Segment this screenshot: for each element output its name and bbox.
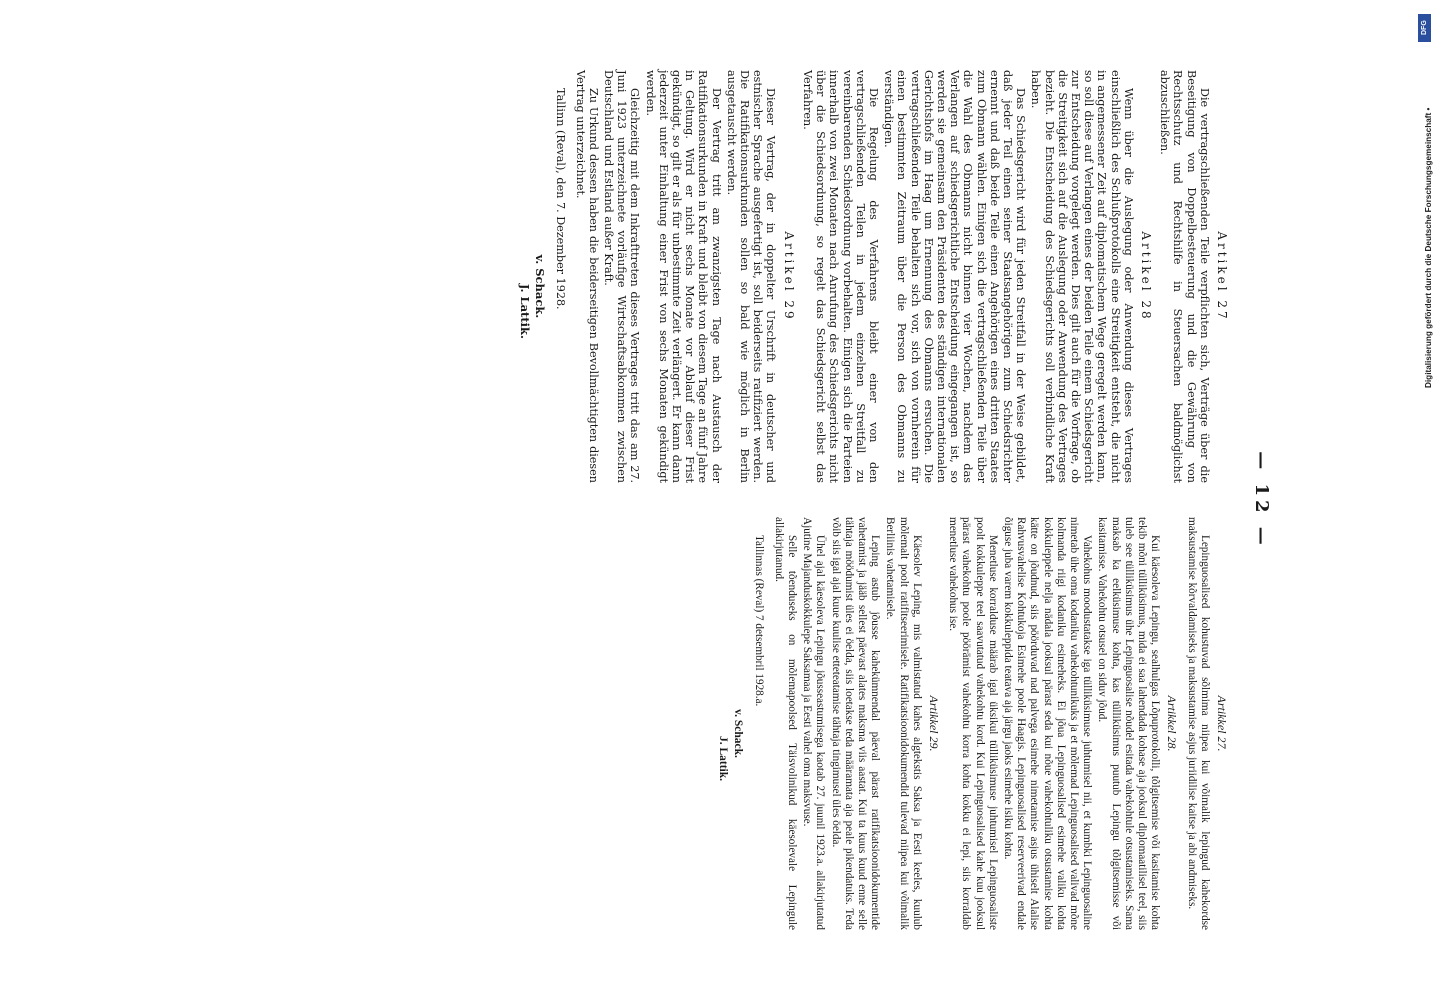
place-date-de: Tallinn (Reval), den 7. Dezember 1928.: [554, 88, 568, 310]
article-27-heading-de: Artikel 27: [1215, 231, 1229, 322]
signature-schack-de: v. Schack.: [533, 254, 548, 319]
article-28-heading-et: Artikkel 28.: [1165, 695, 1180, 752]
article-29-paragraph-1-et: Käesolev Leping, mis valmistatud kahes algtekstis Saksa ja Eesti keeles, kuulub mõlemalt poolt ratifitseerimisele. Ratifikatsioonidokumendid tulevad niipea kui võimalik Berliinis vahetamisele.: [884, 517, 923, 930]
article-28-heading-de: Artikel 28: [1138, 231, 1153, 322]
signature-schack-et: v. Schack.: [732, 709, 745, 758]
german-column: [162, 70, 1234, 483]
two-column-layout: [162, 70, 1234, 930]
signature-lattik-et: J. Lattik.: [717, 735, 730, 782]
article-28-paragraph-1-de: Wenn über die Auslegung oder Anwendung dieses Vertrages einschließlich des Schlußprotokolls eine Streitigkeit entsteht, die nicht in angemessener Zeit auf diplomatischem Wege geregelt werden kann, so soll diese auf Verlangen eines der beiden Teile einem Schiedsgericht zur Entscheidung vorgelegt werden. Dies gilt auch für die Vorfrage, ob die Streitigkeit sich auf die Auslegung oder Anwendung des Vertrages bezieht. Die Entscheidung des Schiedsgerichts soll verbindliche Kraft haben.: [1029, 70, 1135, 483]
closing-paragraph-de: Zu Urkund dessen haben die beiderseitigen Bevollmächtigten diesen Vertrag unterzeichnet.: [573, 70, 600, 483]
estonian-column: [162, 517, 1234, 930]
article-29-paragraph-3-de: Gleichzeitig mit dem Inkrafttreten dieses Vertrages tritt das am 27. Juni 1923 unterzeichnete vorläufige Wirtschaftsabkommen zwischen Deutschland und Estland außer Kraft.: [602, 70, 642, 483]
article-28-paragraph-3-de: Die Regelung des Verfahrens bleibt einer von den vertragschließenden Teilen in jedem einzelnen Streitfall zu vereinbarenden Schiedsordnung vorbehalten. Einigen sich die Parteien innerhalb von zwei Monaten nach Anrufung des Schiedsgerichts nicht über die Schiedsordnung, so regelt das Schiedsgericht selbst das Verfahren.: [800, 70, 880, 483]
dfg-logo: DFG: [1418, 14, 1431, 42]
article-28-paragraph-2-et: Vahekohus moodustatakse iga tülliküsimuse juhtumisel nii, et kumbki Lepinguosaline nimetab ühe oma kodaniku vahekohtunikuks ja et mõlemad Lepinguosalised valivad mõne kolmanda riigi kodaniku esimeheks. Ei jõua Lepinguosalised esimehe valiku kohta kokkuleppele nelja nädala jooksul pärast seda kui nõue vahekohtuliku otsustamise kohta kätte on jõudnud, siis pöörduvad nad palvega esimehe nimetamise asjus ühiselt Alalise Rahvusvahelise Kohtukoja Esimehe poole Haagis. Lepinguosalised reserveerivad endale õiguse juba varem kokkuleppida teatava aja järgu jaoks esimehe isiku kohta.: [1001, 517, 1094, 930]
article-29-heading-et: Artikkel 29.: [926, 695, 941, 752]
page-number: — 12 —: [1251, 451, 1272, 549]
article-29-paragraph-3-et: Ühel ajal käesoleva Lepingu jõusseastumisega kaotab 27. juunil 1923.a. allakirjutatud Ajutine Majanduskokkulepe Saksamaa ja Eesti vahel oma maksvuse.: [801, 517, 827, 930]
article-29-paragraph-1-de: Dieser Vertrag, der in doppelter Urschrift in deutscher und estnischer Sprache ausgefertigt ist, soll beiderseits ratifiziert werden. Die Ratifikationsurkunden sollen so bald wie möglich in Berlin ausgetauscht werden.: [724, 70, 778, 483]
article-29-heading-de: Artikel 29: [781, 231, 796, 322]
article-28-paragraph-1-et: Kui käesoleva Lepingu, sealhulgas Lõpuprotokolli, tõlgitsemise või kasitamise kohta tekib mõni tülliküsimus, mida ei saa lahendada kohase aja jooksul diplomaatilisel teel, siis tuleb see tülliküsimus ühe Lepinguosalise nõudel esitada vahekohtule otsustamiseks. Sama maksab ka eelküsimuse kohta, kas tülliküsimus puutub Lepingu tõlgitsemisse või kasitamisse. Vahekohtu otsusel on siduv jõud.: [1096, 517, 1162, 930]
digitization-credit-text: Digitalisierung gefördert durch die Deutsche Forschungsgemeinschaft •: [1424, 107, 1433, 388]
rotated-page-content: [152, 50, 1282, 950]
article-27-paragraph-et: Lepinguosalised kohustuvad sõlmima niipea kui võimalik lepingud kahekordse maksustamise kõrvaldamiseks ja maksustamise asjus juriidilise kaitse ja abi andmiseks.: [1185, 517, 1211, 930]
place-date-et: Tallinnas (Reval) 7 detsembril 1928.a.: [753, 535, 766, 707]
closing-paragraph-et: Selle tõenduseks on mõlemapoolsed Täisvolinikud käesolevale Lepingule allakirjutanud.: [772, 517, 798, 930]
digitization-margin-note: [1416, 8, 1432, 388]
article-27-paragraph-de: Die vertragschließenden Teile verpflichten sich, Verträge über die Beseitigung von Doppelbesteuerung und die Gewährung von Rechtsschutz und Rechtshilfe in Steuersachen baldmöglichst abzuschließen.: [1158, 70, 1211, 483]
article-28-paragraph-2-de: Das Schiedsgericht wird für jeden Streitfall in der Weise gebildet, daß jeder Teil einen seiner Staatsangehörigen zum Schiedsrichter ernennt und daß beide Teile einen Angehörigen eines dritten Staates zum Obmann wählen. Einigen sich die vertragschließenden Teile über die Wahl des Obmanns nicht binnen vier Wochen, nachdem das Verlangen auf schiedsgerichtliche Entscheidung eingegangen ist, so werden sie gemeinsam den Präsidenten des ständigen internationalen Gerichtshofs im Haag um Ernennung des Obmanns ersuchen. Die vertragschließenden Teile behalten sich vor, sich von vornherein für einen bestimmten Zeitraum über die Person des Obmanns zu verständigen.: [882, 70, 1028, 483]
article-28-paragraph-3-et: Menetluse korralduse määrab igal üksikul tülliküsimuse juhtumisel Lepinguosaliste poolt kokkuleppe teel saavutatud vahekohtu kord. Kui Lepinguosalised kahe kuu jooksul pärast vahekohtu poole pöörämist vahekohtu korra kohta kokku ei lepi, siis korraldab menetluse vahekohus ise.: [947, 517, 999, 930]
article-27-heading-et: Artikkel 27.: [1215, 695, 1229, 752]
article-29-paragraph-2-et: Leping astub jõusse kahekümnendal päeval pärast ratifikatsioonidokumentide vahetamist ja jääb sellest päevast alates maksma viis aastat. Kui ta kuus kuud enne selle tähtaja möödumist üles ei öelda, siis loetakse teda määramata aja peale pikendatuks. Teda võib siis igal ajal kuue kuulise etteteatamise tähtaja tingimusel üles öelda.: [829, 517, 882, 930]
article-29-paragraph-2-de: Der Vertrag tritt am zwanzigsten Tage nach Austausch der Ratifikationsurkunden in Kraft und bleibt von diesem Tage an fünf Jahre in Geltung. Wird er nicht sechs Monate vor Ablauf dieser Frist gekündigt, so gilt er als für unbestimmte Zeit verlängert. Er kann dann jederzeit unter Einhaltung einer Frist von sechs Monaten gekündigt werden.: [643, 70, 723, 483]
signature-lattik-de: J. Lattik.: [518, 283, 533, 340]
